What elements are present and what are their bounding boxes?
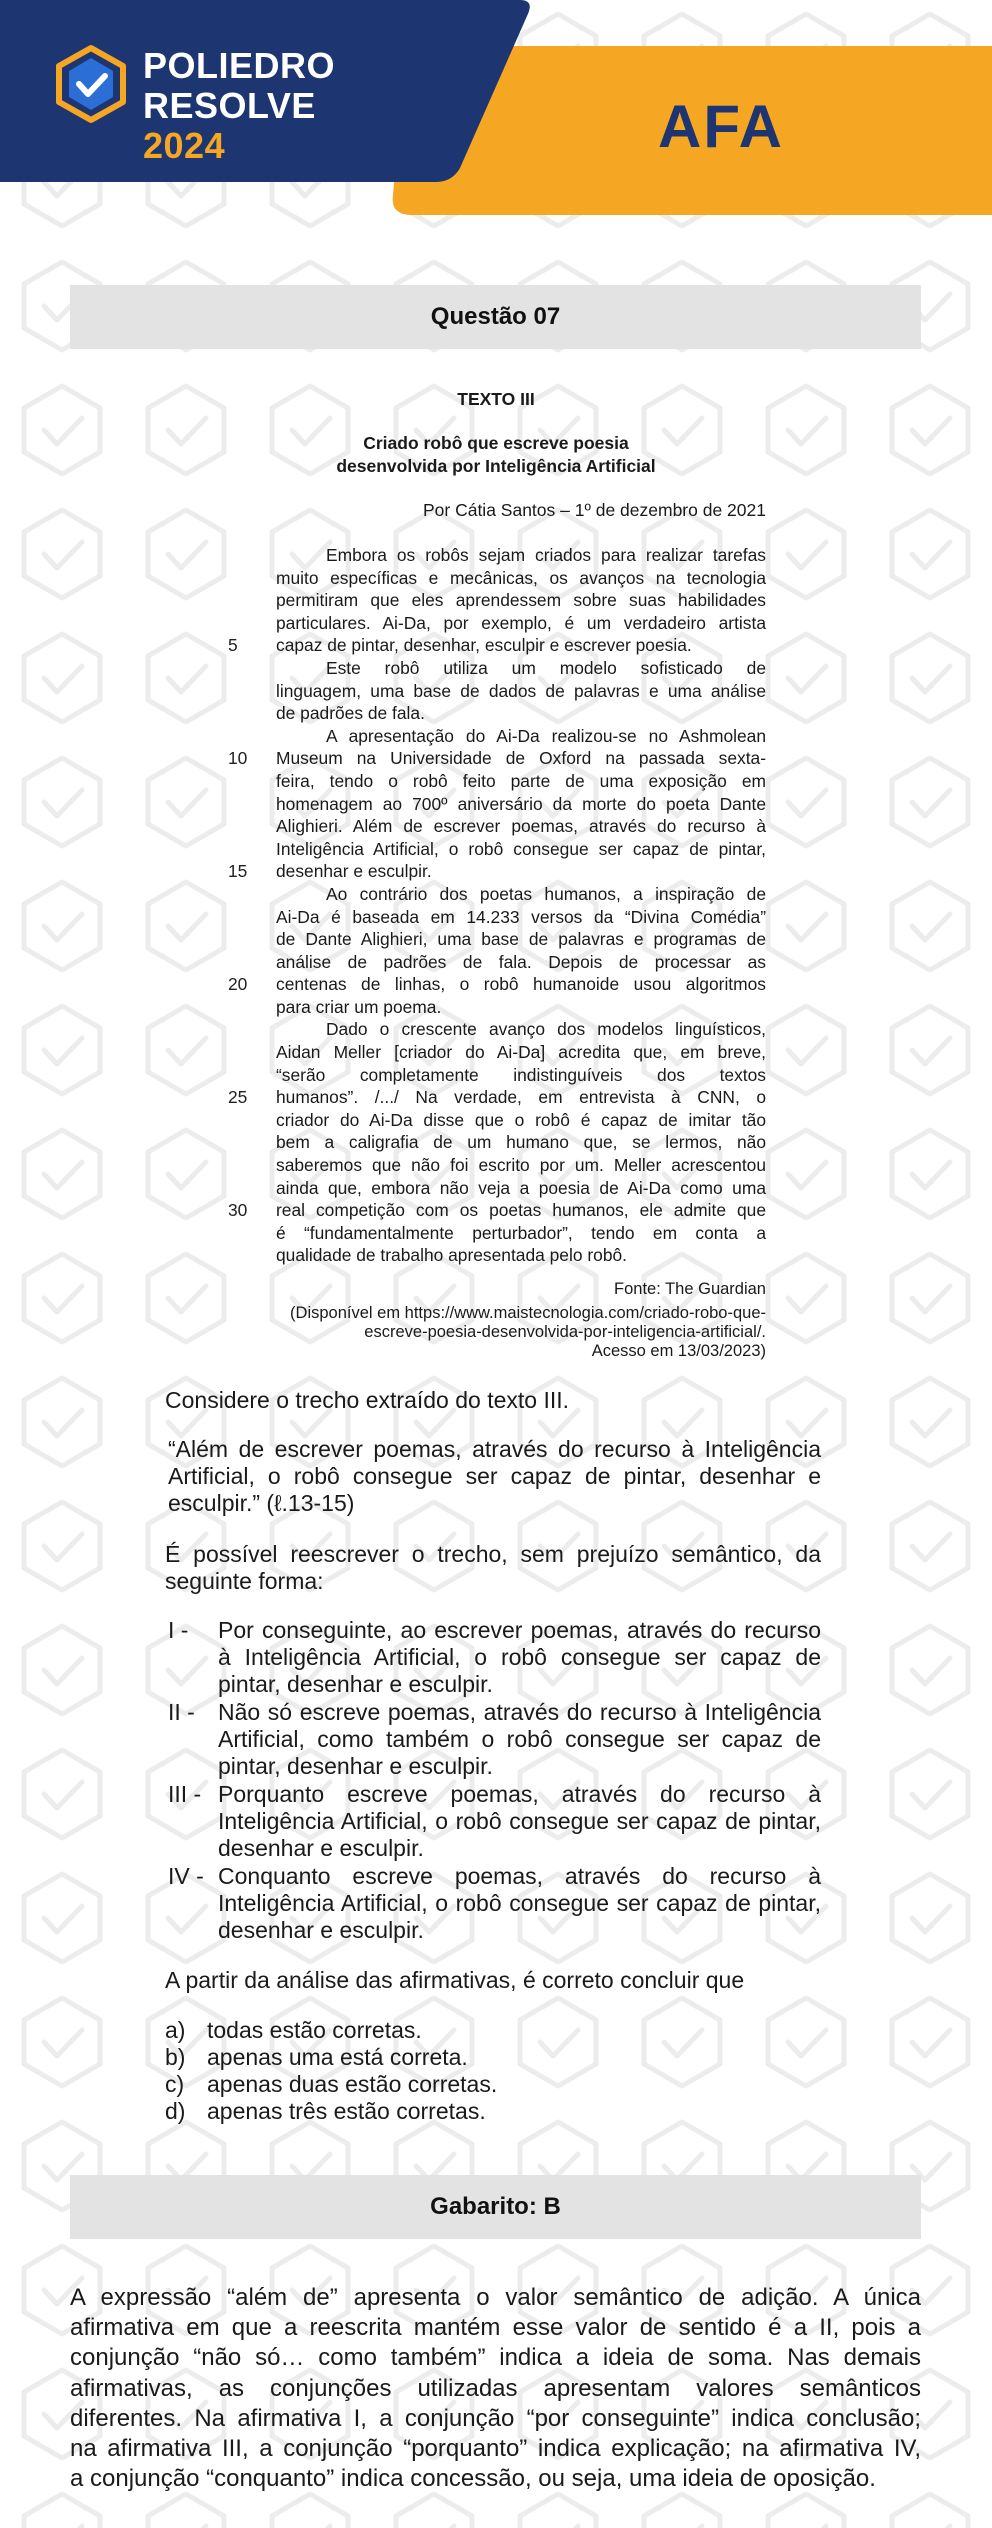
line-number	[228, 1064, 276, 1087]
line-number	[228, 1018, 276, 1041]
line-text: Ao contrário dos poetas humanos, a inspiração de	[326, 883, 766, 904]
line-number	[228, 1041, 276, 1064]
line-number: 25	[228, 1087, 248, 1108]
alternative-letter: d)	[165, 2098, 186, 2124]
text-line	[228, 996, 766, 1019]
source-link-line1: (Disponível em https://www.maistecnologia.com/criado-robo-que-	[290, 1304, 766, 1322]
line-number	[228, 1244, 276, 1267]
line-number: 5	[228, 635, 238, 656]
answer-line: afirmativa em que a reescrita mantém esse valor de sentido é a II, pois a	[70, 2314, 921, 2342]
line-number	[228, 815, 276, 838]
line-number	[228, 567, 276, 590]
statement-number: I -	[168, 1617, 189, 1643]
answer-title-bar	[70, 2175, 921, 2239]
text-line	[228, 702, 766, 725]
alternative-d[interactable]	[165, 2098, 486, 2125]
line-number	[228, 657, 276, 680]
text-line	[228, 1244, 766, 1267]
text-line	[228, 838, 766, 861]
statement-2	[168, 1699, 821, 1780]
prompt-intro: Considere o trecho extraído do texto III.	[165, 1387, 570, 1413]
line-text: centenas de linhas, o robô humanoide usou algoritmos	[276, 974, 766, 995]
line-text: feira, tendo o robô feito parte de uma exposição em	[276, 770, 766, 791]
alternative-text: apenas três estão corretas.	[207, 2098, 486, 2124]
answer-title: Gabarito: B	[430, 2193, 561, 2220]
statement-text: Conquanto escreve poemas, através do recurso à Inteligência Artificial, o robô consegue ser capaz de pintar, desenhar e esculpir.	[218, 1863, 821, 1943]
answer-line: na afirmativa III, a conjunção “porquanto” indica explicação; na afirmativa IV,	[70, 2435, 921, 2463]
answer-line: a conjunção “conquanto” indica concessão, ou seja, uma ideia de oposição.	[70, 2465, 876, 2493]
line-text: Este robô utiliza um modelo sofisticado de	[326, 657, 766, 678]
line-number	[228, 770, 276, 793]
line-text: real competição com os poetas humanos, ele admite que	[276, 1200, 766, 1221]
line-number: 15	[228, 861, 248, 882]
text-line	[228, 747, 766, 770]
line-number	[228, 612, 276, 635]
line-text: homenagem ao 700º aniversário da morte do poeta Dante	[276, 793, 766, 814]
answer-line: conjunção “não só… como também” indica a ideia de soma. Nas demais	[70, 2344, 921, 2372]
text-line	[228, 928, 766, 951]
text-line	[228, 1199, 766, 1222]
answer-line: afirmativas, as conjunções utilizadas apresentam valores semânticos	[70, 2374, 921, 2402]
line-number	[228, 1109, 276, 1132]
text-line	[228, 612, 766, 635]
line-number	[228, 702, 276, 725]
line-number	[228, 928, 276, 951]
text-line	[228, 1131, 766, 1154]
line-number	[228, 725, 276, 748]
text-line	[228, 973, 766, 996]
text-line	[228, 1222, 766, 1245]
brand-year: 2024	[143, 125, 226, 166]
line-number	[228, 793, 276, 816]
text-line	[228, 544, 766, 567]
brand-title	[143, 46, 335, 166]
line-text: criador do Ai-Da disse que o robô é capaz de imitar tão	[276, 1109, 766, 1130]
text-line	[228, 1109, 766, 1132]
text-line	[228, 680, 766, 703]
text-line	[228, 793, 766, 816]
source-link-line2: escreve-poesia-desenvolvida-por-inteligencia-artificial/.	[364, 1323, 766, 1341]
line-number	[228, 906, 276, 929]
source-credit: Fonte: The Guardian	[614, 1280, 766, 1298]
text-line	[228, 1154, 766, 1177]
line-number	[228, 1154, 276, 1177]
statement-3	[168, 1781, 821, 1862]
question-title: Questão 07	[430, 303, 561, 330]
source-access-date: Acesso em 13/03/2023)	[591, 1342, 766, 1360]
line-text: bem a caligrafia de um humano que, se lermos, não	[276, 1132, 766, 1153]
line-text: saberemos que não foi escrito por um. Meller acrescentou	[276, 1155, 766, 1176]
line-text: de Dante Alighieri, uma base de palavras e programas de	[276, 929, 766, 950]
prompt-rewrite: É possível reescrever o trecho, sem prejuízo semântico, da seguinte forma:	[165, 1541, 821, 1594]
text-line	[228, 951, 766, 974]
alternative-letter: c)	[165, 2071, 185, 2097]
line-text: ainda que, embora não veja a poesia de Ai-Da como uma	[276, 1177, 766, 1198]
statement-number: IV -	[168, 1863, 204, 1889]
text-line	[228, 1041, 766, 1064]
text-label: TEXTO III	[457, 389, 535, 409]
statement-text: Não só escreve poemas, através do recurso à Inteligência Artificial, como também o robô consegue ser capaz de pintar, desenhar e esculpir.	[218, 1699, 821, 1779]
exam-name: AFA	[658, 93, 784, 160]
text-line	[228, 567, 766, 590]
line-text: é “fundamentalmente perturbador”, tendo em conta a	[276, 1222, 766, 1243]
line-text: particulares. Ai-Da, por exemplo, é um verdadeiro artista	[276, 612, 766, 633]
text-line	[228, 883, 766, 906]
line-text: Alighieri. Além de escrever poemas, através do recurso à	[276, 816, 766, 837]
brand-line1: POLIEDRO	[143, 45, 336, 86]
alternative-letter: b)	[165, 2044, 186, 2070]
line-text: muito específicas e mecânicas, os avanços na tecnologia	[276, 567, 766, 588]
line-number	[228, 838, 276, 861]
logo-hexagon-check-icon	[55, 44, 127, 124]
line-text: linguagem, uma base de dados de palavras e uma análise	[276, 680, 766, 701]
line-number: 20	[228, 974, 248, 995]
statement-number: III -	[168, 1781, 202, 1807]
text-line	[228, 770, 766, 793]
line-number	[228, 1222, 276, 1245]
line-text: Inteligência Artificial, o robô consegue ser capaz de pintar,	[276, 838, 766, 859]
text-line	[228, 589, 766, 612]
line-text: qualidade de trabalho apresentada pelo robô.	[276, 1245, 627, 1266]
answer-line: A expressão “além de” apresenta o valor semântico de adição. A única	[70, 2284, 921, 2311]
statement-4	[168, 1863, 821, 1944]
alternative-b[interactable]	[165, 2044, 468, 2071]
text-line	[228, 860, 766, 883]
text-line	[228, 1177, 766, 1200]
text-line	[228, 815, 766, 838]
statement-1	[168, 1617, 821, 1698]
line-text: permitiram que eles aprendessem sobre suas habilidades	[276, 590, 766, 611]
text-line	[228, 657, 766, 680]
line-number: 10	[228, 748, 248, 769]
text-byline: Por Cátia Santos – 1º de dezembro de 2021	[422, 500, 766, 520]
line-text: análise de padrões de fala. Depois de processar as	[276, 951, 766, 972]
statement-text: Por conseguinte, ao escrever poemas, através do recurso à Inteligência Artificial, o robô consegue ser capaz de pintar, desenhar e esculpir.	[218, 1617, 821, 1697]
alternative-text: apenas uma está correta.	[207, 2044, 468, 2070]
line-text: humanos”. /.../ Na verdade, em entrevista à CNN, o	[276, 1087, 766, 1108]
text-headline-line2: desenvolvida por Inteligência Artificial	[336, 456, 656, 476]
line-number	[228, 883, 276, 906]
prompt-conclude: A partir da análise das afirmativas, é correto concluir que	[165, 1967, 745, 1993]
alternative-a[interactable]	[165, 2017, 422, 2044]
prompt-quote: “Além de escrever poemas, através do recurso à Inteligência Artificial, o robô consegue ser capaz de pintar, desenhar e esculpir.” (ℓ.13-15)	[168, 1436, 821, 1516]
line-text: Embora os robôs sejam criados para realizar tarefas	[326, 545, 766, 565]
line-number	[228, 680, 276, 703]
text-headline-line1: Criado robô que escreve poesia	[363, 433, 629, 453]
text-line	[228, 1064, 766, 1087]
line-number	[228, 544, 276, 567]
text-body	[228, 544, 766, 1267]
line-number	[228, 589, 276, 612]
alternative-text: todas estão corretas.	[207, 2017, 422, 2043]
text-line	[228, 725, 766, 748]
line-text: A apresentação do Ai-Da realizou-se no Ashmolean	[326, 725, 766, 746]
line-number	[228, 951, 276, 974]
line-number	[228, 996, 276, 1019]
alternative-letter: a)	[165, 2017, 186, 2043]
answer-line: diferentes. Na afirmativa I, a conjunção “por conseguinte” indica conclusão;	[70, 2404, 921, 2432]
line-text: para criar um poema.	[276, 996, 442, 1017]
line-text: Ai-Da é baseada em 14.233 versos da “Divina Comédia”	[276, 906, 766, 927]
line-text: Dado o crescente avanço dos modelos linguísticos,	[326, 1019, 766, 1040]
statement-number: II -	[168, 1699, 195, 1725]
line-number	[228, 1131, 276, 1154]
text-line	[228, 634, 766, 657]
alternative-text: apenas duas estão corretas.	[207, 2071, 498, 2097]
text-line	[228, 1086, 766, 1109]
brand-line2: RESOLVE	[143, 85, 316, 126]
text-line	[228, 906, 766, 929]
line-text: “serão completamente indistinguíveis dos textos	[276, 1064, 766, 1085]
line-text: capaz de pintar, desenhar, esculpir e escrever poesia.	[276, 635, 692, 656]
line-text: Aidan Meller [criador do Ai-Da] acredita que, em breve,	[276, 1042, 766, 1063]
text-line	[228, 1018, 766, 1041]
statement-text: Porquanto escreve poemas, através do recurso à Inteligência Artificial, o robô consegue ser capaz de pintar, desenhar e esculpir.	[218, 1781, 821, 1861]
question-title-bar	[70, 285, 921, 349]
line-number: 30	[228, 1200, 248, 1221]
answer-explanation	[70, 2283, 921, 2494]
line-text: de padrões de fala.	[276, 703, 425, 724]
line-text: desenhar e esculpir.	[276, 861, 432, 882]
line-text: Museum na Universidade de Oxford na passada sexta-	[276, 748, 766, 769]
line-number	[228, 1177, 276, 1200]
alternative-c[interactable]	[165, 2071, 497, 2098]
